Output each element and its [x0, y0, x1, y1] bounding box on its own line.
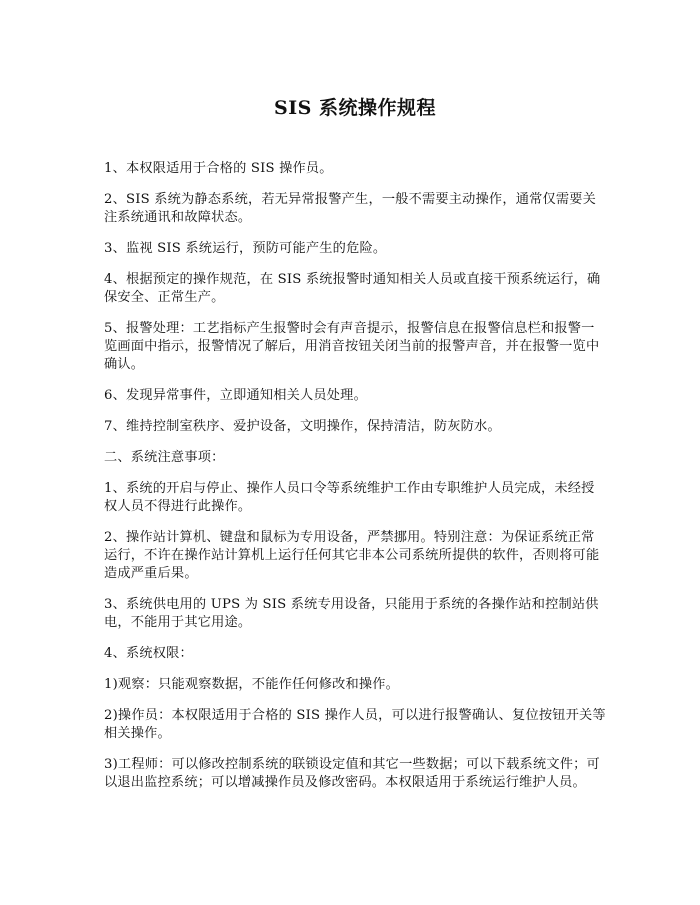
- paragraph: 3、监视 SIS 系统运行，预防可能产生的危险。: [104, 241, 387, 256]
- paragraph: 1、本权限适用于合格的 SIS 操作员。: [104, 161, 333, 176]
- paragraph: 5、报警处理：工艺指标产生报警时会有声音提示，报警信息在报警信息栏和报警一览画面中指示，报警情况了解后，用消音按钮关闭当前的报警声音，并在报警一览中确认。: [104, 321, 600, 372]
- paragraph: 7、维持控制室秩序、爱护设备，文明操作，保持清洁，防灰防水。: [104, 419, 501, 434]
- paragraph: 1)观察：只能观察数据，不能作任何修改和操作。: [104, 677, 400, 692]
- paragraph: 4、系统权限：: [104, 646, 193, 661]
- document-title: SIS 系统操作规程: [274, 97, 436, 119]
- paragraph: 4、根据预定的操作规范，在 SIS 系统报警时通知相关人员或直接干预系统运行，确保安全、正常生产。: [104, 272, 601, 305]
- section-heading: 二、系统注意事项：: [104, 450, 225, 465]
- paragraph: 2、SIS 系统为静态系统，若无异常报警产生，一般不需要主动操作，通常仅需要关注系统通讯和故障状态。: [104, 192, 597, 225]
- paragraph: 6、发现异常事件，立即通知相关人员处理。: [104, 388, 367, 403]
- paragraph: 2)操作员：本权限适用于合格的 SIS 操作人员，可以进行报警确认、复位按钮开关等相关操作。: [104, 708, 606, 741]
- paragraph: 1、系统的开启与停止、操作人员口令等系统维护工作由专职维护人员完成，未经授权人员不得进行此操作。: [104, 481, 595, 514]
- paragraph: 2、操作站计算机、键盘和鼠标为专用设备，严禁挪用。特别注意：为保证系统正常运行，不许在操作站计算机上运行任何其它非本公司系统所提供的软件，否则将可能造成严重后果。: [104, 530, 600, 581]
- paragraph: 3、系统供电用的 UPS 为 SIS 系统专用设备，只能用于系统的各操作站和控制站供电，不能用于其它用途。: [104, 597, 599, 630]
- paragraph: 3)工程师：可以修改控制系统的联锁设定值和其它一些数据；可以下载系统文件；可以退出监控系统；可以增减操作员及修改密码。本权限适用于系统运行维护人员。: [104, 757, 600, 790]
